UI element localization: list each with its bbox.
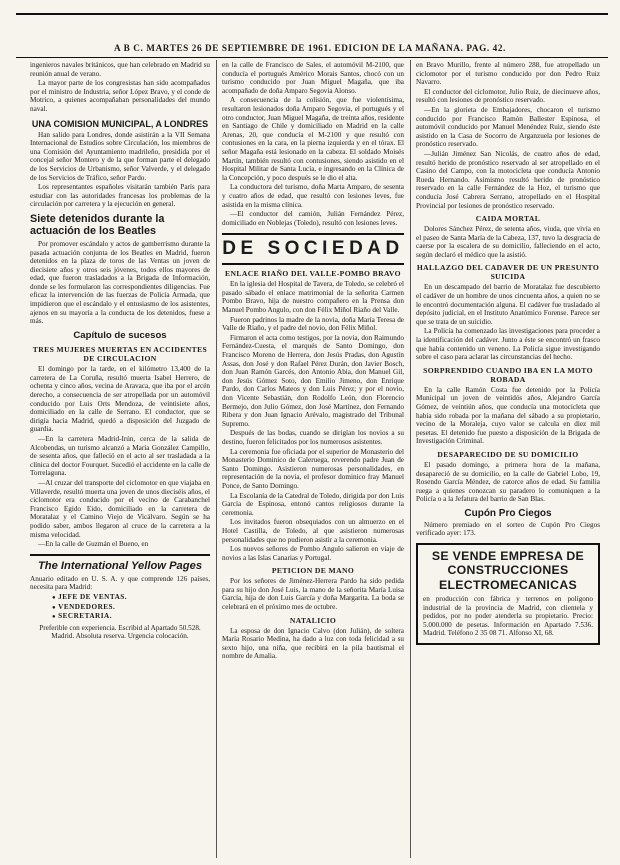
column-1 [30,61,210,857]
headline-sucesos: Capítulo de sucesos [73,329,167,341]
paragraph: La mayor parte de los congresistas han sido acompañados por el ministro de Industria, señor López Bravo, y el conde de Motrico, a quienes acompañaban personalidades del mundo naval. [30,79,210,113]
business-sale-ad [416,543,600,645]
top-rule [16,13,608,15]
paragraph: Firmaron el acta como testigos, por la novia, don Raimundo Fernández-Cuesta, el marqués de Santo Domingo, don Francisco Moreno de Herrera, don Jesús Pradas, don Agustín Assas, don José y don Rafael Pérez Durán, don Javier Bosch, don Juan Ramón Garcés, don Antonio Abia, don Manuel Gil, don Jesús Gómez Soto, don Emilio Jimeno, don Enrique Pardo, don Carlos Mateos y don Luis Pérez; y por el novio, don Vicente Sebastián, don Rodolfo León, don Florencio Bermejo, don Julio Gómez, don José Martínez, don Fernando Ribera y don Juan Ignacio Arévalo, magistrado del Tribunal Supremo. [222,333,404,428]
headline-cupon: Cupón Pro Ciegos [464,507,552,519]
ad-title: SE VENDE EMPRESA DE CONSTRUCCIONES ELECTROMECANICAS [431,548,585,592]
headline-comision: UNA COMISION MUNICIPAL, A LONDRES [31,118,209,129]
list-item: ● SECRETARIA. [52,612,210,622]
headline-enlace: ENLACE RIAÑO DEL VALLE-POMBO BRAVO [225,269,401,279]
paragraph: En un descampado del barrio de Moratalaz fue descubierto el cadáver de un hombre de unos cincuenta años, a quien no se le encontró documentación alguna. El cadáver fue trasladado al depósito judicial, en el Instituto Anatómico Forense. Parece ser que se trata de un suicidio. [416,283,600,326]
paragraph: Los nuevos señores de Pombo Angulo salieron en viaje de novios a las Islas Canarias y Portugal. [222,545,404,562]
paragraph: A consecuencia de la colisión, que fue violentísima, resultaron lesionados doña Amparo Segovia, el portugués y el otro conductor, Juan Miguel Magaña, de treinta años, residente en Santiago de Chile y domiciliado en Madrid en la calle Arenas, 20, que conducía el M-2100 y que resultó con contusiones en la cara, en la pierna izquierda y en el tórax. El señor Magaña está lesionado en la cabeza. El soldado Moisés Martín, también resultó con contusiones, siendo asistido en el Hospital Militar de Santa Lucía, e ingresando en la Clínica de la Concepción, y poco después se le dio el alta. [222,96,404,182]
paragraph: La esposa de don Ignacio Calvo (don Julián), de soltera María Rosario Medina, ha dado a luz con toda felicidad a su sexto hijo, una niña, que recibirá en la pila bautismal el nombre de Amalia. [222,626,404,661]
paragraph: —Al cruzar del transporte del ciclomotor en que viajaba en Villaverde, resultó muerta una joven de unos dieciséis años, el ciclomotor era conducido por el vecino de Carabanchel Francisco Egido Eido, domiciliado en la carretera de Moratalaz y el Camino Viejo de Vicálvaro. Según se ha podido saber, ambos llegaron al cruce de la carretera a la misma velocidad. [30,478,210,539]
paragraph: Por los señores de Jiménez-Herrera Pardo ha sido pedida para su hijo don José Luis, la mano de la señorita María Luisa García, hija de don Luis García y doña Margarita. La boda se celebrará en el próximo mes de octubre. [222,577,404,612]
headline-beatles: Siete detenidos durante la actuación de los Beatles [30,212,165,237]
ad-title: The International Yellow Pages [37,559,203,572]
headline-natalicio: NATALICIO [289,615,337,625]
paragraph: La Policía ha comenzado las investigaciones para proceder a la identificación del cadáver. Junto a éste se encontró un frasco que había contenido un veneno. La Policía sigue investigando sobre el caso para aclarar las circunstancias del hecho. [416,327,600,362]
headline-caida: CAIDA MORTAL [475,214,541,224]
paragraph: En la calle Ramón Costa fue detenido por la Policía Municipal un joven de veintidós años, Alejandro García Gómez, de veintiún años, que conducía una motocicleta que había sido robada por la mañana del sábado a su propietario, vecino de la Moraleja, cuyo valor se calcula en diez mil pesetas. El detenido fue puesto a disposición de la Brigada de Investigación Criminal. [416,385,600,446]
ad-intro: Anuario editado en U. S. A. y que comprende 126 países, necesita para Madrid: [30,574,210,592]
paragraph: —En la glorieta de Embajadores, chocaron el turismo conducido por Francisco Ramón Ballester Espinosa, el automóvil conducido por Manuel Menéndez Ruiz, siendo éste asistido en la Casa de Socorro de Arganzuela por lesiones de pronóstico reservado. [416,105,600,149]
column-divider [216,60,217,858]
paragraph: en Bravo Murillo, frente al número 288, fue atropellado un ciclomotor por el turismo conducido por don Pedro Ruiz Navarro. [416,61,600,87]
paragraph: Fueron padrinos la madre de la novia, doña María Teresa de Valle de Riaño, y el padre del novio, don Félix Miñol. [222,315,404,333]
yellow-pages-ad [30,554,210,641]
subheadline-tres-mujeres: TRES MUJERES MUERTAS EN ACCIDENTES DE CIRCULACION [32,345,208,364]
headline-sorprendido: SORPRENDIDO CUANDO IBA EN LA MOTO ROBADA [423,365,593,384]
header-rule [16,57,608,58]
ad-footer: Preferible con experiencia. Escribid al Apartado 50.528. Madrid. Absoluta reserva. Urgencia colocación. [39,623,201,641]
paragraph: El conductor del ciclomotor, Julio Ruiz, de diecinueve años, resultó con lesiones de pronóstico reservado. [416,87,600,105]
paragraph: Por promover escándalo y actos de gamberrismo durante la pasada actuación conjunta de los Beatles en Madrid, fueron detenidos en la plaza de toros de las Ventas un joven de diecisiete años y otros seis jóvenes, todos ellos mayores de edad, que fueron trasladados a la Brigada de Información, donde se les formularon las correspondientes diligencias. Fue eficaz la intervención de las fuerzas de Policía Armada, que impidieron que el escándalo y el entusiasmo de los asistentes, ajenos en su mayoría a la conducta de los detenidos, fuese a más. [30,239,210,326]
ad-positions-list [52,593,210,622]
paragraph: La Escolanía de la Catedral de Toledo, dirigida por don Luis García de Espinosa, entonó cantos religiosos durante la ceremonia. [222,491,404,517]
paragraph: —En la calle de Guzmán el Bueno, en [38,540,149,549]
paragraph: El pasado domingo, a primera hora de la mañana, desapareció de su domicilio, en la calle de Gabriel Lobo, 19, Rosendo García Méndez, de catorce años de edad. Su familia ruega a quienes conozcan su paradero lo comuniquen a la Policía o a la Jefatura del barrio de San Blas. [416,460,600,504]
headline-peticion: PETICION DE MANO [271,566,355,576]
paragraph: en la calle de Francisco de Sales, el automóvil M-2100, que conducía el portugués Américo Morais Santos, chocó con un turismo conducido por Juan Miguel Magaña, que iba acompañado de doña Amparo Segovia Alonso. [222,61,404,95]
paragraph: Han salido para Londres, donde asistirán a la VII Semana Internacional de Estudios sobre Circulación, los miembros de una Comisión del Ayuntamiento madrileño, presidida por el concejal señor Montero y de la que forman parte el delegado de los Servicios de Urbanismo, señor Valverde, y el delegado de los Servicios de Tráfico, señor Pardo. [30,130,210,182]
paragraph: Los invitados fueron obsequiados con un almuerzo en el Hotel Castilla, de Toledo, al que asistieron numerosas personalidades que no pudieron asistir a la ceremonia. [222,518,404,544]
paragraph: La conductora del turismo, doña Marta Amparo, de sesenta y cuatro años de edad, que resultó con lesiones leves, fue asistida en la misma clínica. [222,183,404,209]
ad-body: en producción con fábrica y terrenos en polígono industrial de la provincia de Madrid, con clientela y pedidos, por no poder atenderla su propietario. Precio: 5.000.000 de pesetas. Información en Apartado 7.536. Madrid. Teléfono 2 35 08 71. Alfonso XI, 68. [423,594,593,638]
paragraph: Después de las bodas, cuando se dirigían los novios a su destino, fueron felicitados por los numerosos asistentes. [222,429,404,446]
paragraph: —El conductor del camión, Julián Fernández Pérez, domiciliado en Noblejas (Toledo), resultó con lesiones leves. [222,210,404,227]
column-2 [222,61,404,857]
paragraph: —En la carretera Madrid-Irún, cerca de la salida de Alcobendas, un turismo alcanzó a María González Campillo, de sesenta años, que falleció en el acto al ser trasladada a la clínica del doctor Fourquet. Sucedió el accidente en la calle de Torrelaguna. [30,435,210,478]
column-3 [416,61,600,857]
column-divider [410,60,411,858]
paragraph: El domingo por la tarde, en el kilómetro 13,400 de la carretera de La Coruña, resultó muerta Isabel Herrero, de ochenta y cinco años, vecina de Aravaca, que iba por el arcén derecho, a consecuencia de ser atropellada por un automóvil conducido por Luis Orts Mendoza, de veintisiete años, domiciliado en la calle de Serrano. El conductor, que se dirigía hacia Madrid, quedó a disposición del Juzgado de guardia. [30,365,210,434]
section-title-sociedad: DE SOCIEDAD [222,233,404,265]
paragraph: La ceremonia fue oficiada por el superior de Monasterio del Monasterio Dominico de Caleruega, reverendo padre Juan de Santo Domingo. Asistieron numerosas personalidades, en representación de la novia, el profesor dominico fray Manuel Ponce, de Santo Domingo. [222,447,404,490]
list-item: ● VENDEDORES. [52,603,210,613]
paragraph: —Julián Jiménez San Nicolás, de cuatro años de edad, resultó herido de pronóstico reservado al ser atropellado en el Casino del Campo, con la motocicleta que conducía Antonio Rueda Hernando. Asimismo resultó herido de pronóstico reservado en la calle Fernández de la Hoz, el turismo que conducía José Cabrera Serrano, atropellado en el Hospital Provincial por lesiones de pronóstico reservado. [416,149,600,210]
page-header: A B C. MARTES 26 DE SEPTIEMBRE DE 1961. EDICION DE LA MAÑANA. PAG. 42. [114,43,506,53]
paragraph: Dolores Sánchez Pérez, de setenta años, viuda, que vivía en el paseo de Santa María de la Cabeza, 137, tuvo la desgracia de caerse por la escalera de su domicilio, falleciendo en el acto, según declaró el médico que la asistió. [416,225,600,259]
headline-desaparecido: DESAPARECIDO DE SU DOMICILIO [437,449,579,459]
paragraph: Los representantes españoles visitarán también París para estudiar con las autoridades francesas los problemas de la circulación por carretera y la ejecución en general. [30,183,210,209]
paragraph: En la iglesia del Hospital de Tavera, de Toledo, se celebró el pasado sábado el enlace matrimonial de la señorita Carmen Pombo Bravo, hija de nuestro compañero en la Prensa don Manuel Pombo Angulo, con don Félix Miñol Riaño del Valle. [222,280,404,315]
paragraph: Número premiado en el sorteo de Cupón Pro Ciegos verificado ayer: 173. [416,520,600,538]
paragraph: ingenieros navales británicos, que han celebrado en Madrid su reunión anual de verano. [30,61,210,78]
headline-hallazgo: HALLAZGO DEL CADAVER DE UN PRESUNTO SUICIDA [416,263,600,282]
list-item: ● JEFE DE VENTAS. [52,593,210,603]
